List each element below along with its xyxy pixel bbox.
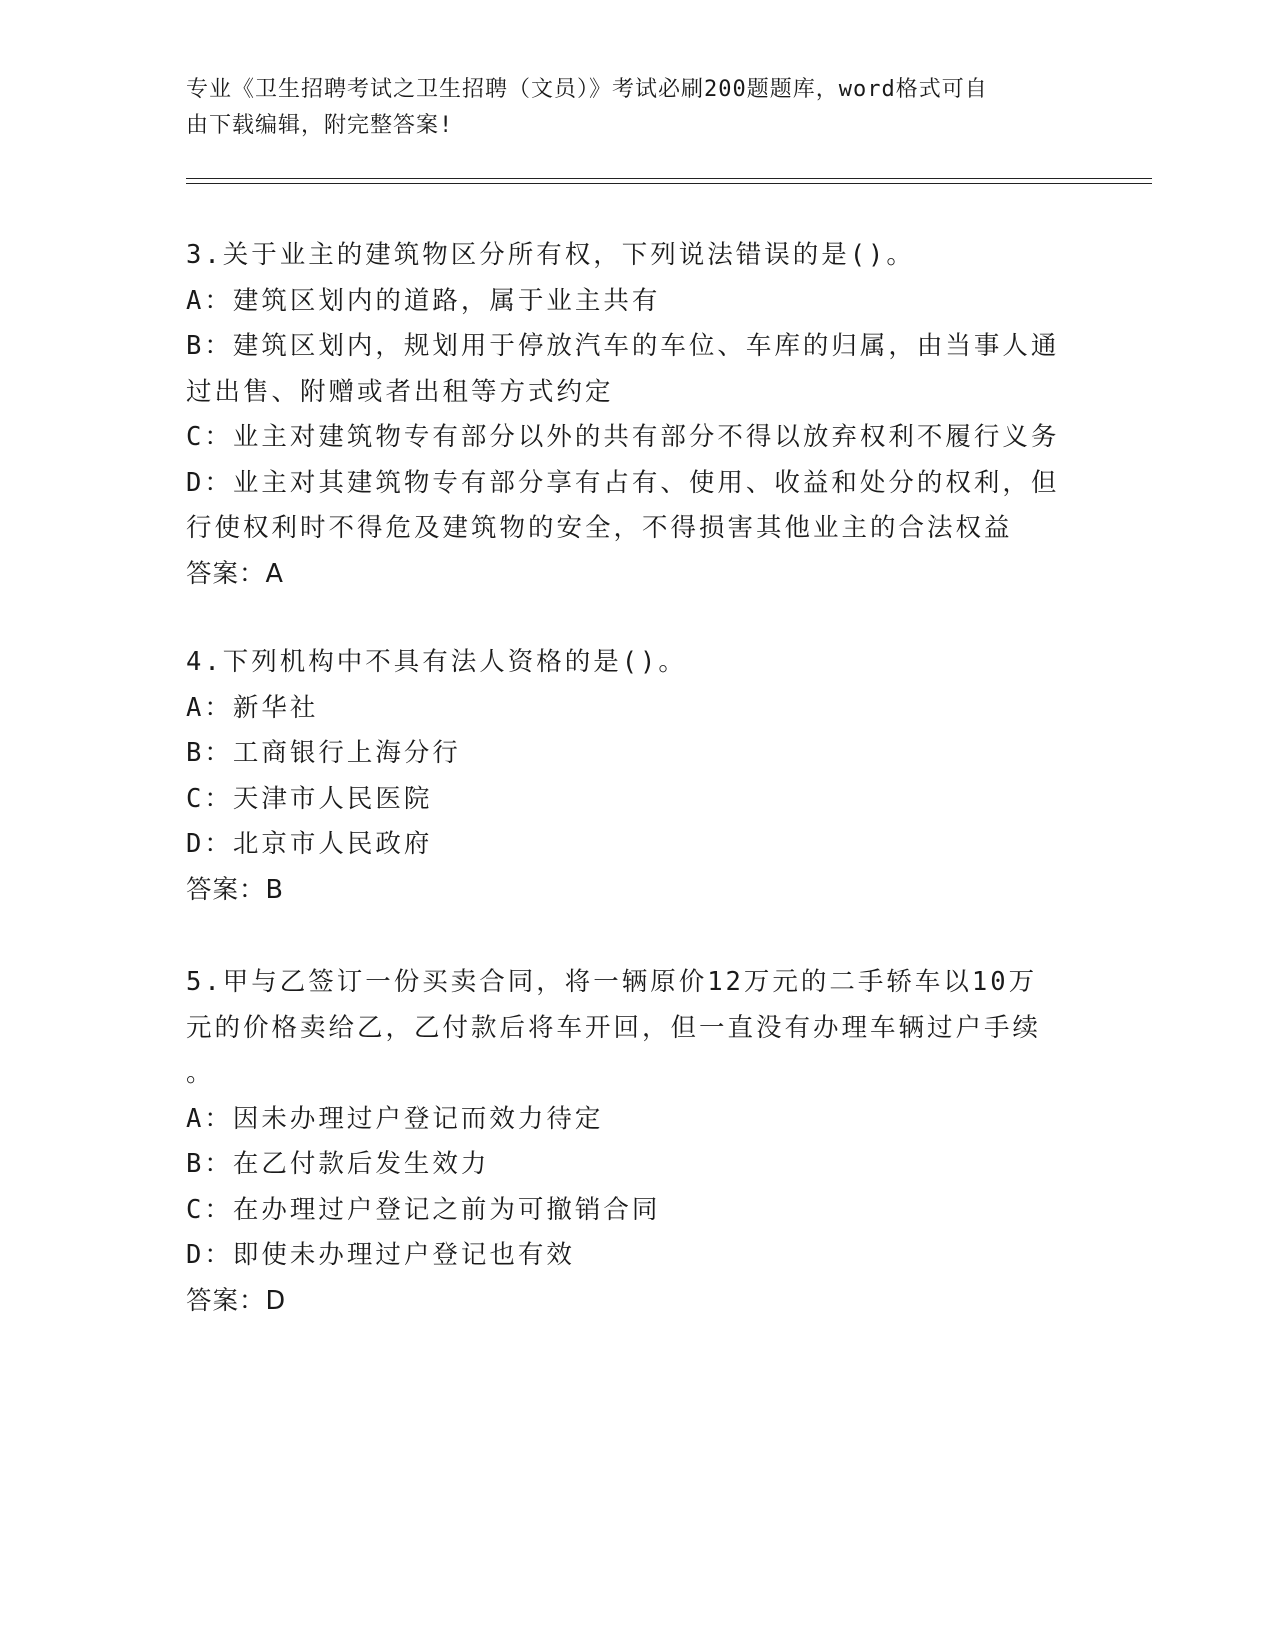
option-a: A：新华社: [186, 692, 319, 723]
document-header: [186, 72, 1066, 144]
option-b: B：在乙付款后发生效力: [186, 1149, 490, 1179]
question-4: [186, 640, 1086, 913]
option-a: A：因未办理过户登记而效力待定: [186, 1103, 604, 1134]
option-d-line-1: D：业主对其建筑物专有部分享有占有、使用、收益和处分的权利，但: [186, 467, 1060, 498]
answer-line: 答案：A: [186, 558, 284, 589]
question-stem-line-3: 。: [186, 1058, 215, 1088]
option-c: C：在办理过户登记之前为可撤销合同: [186, 1194, 661, 1225]
option-b-line-1: B：建筑区划内，规划用于停放汽车的车位、车库的归属，由当事人通: [186, 331, 1060, 361]
question-3: [186, 233, 1086, 597]
header-divider-bottom: [186, 183, 1152, 184]
question-5: [186, 960, 1086, 1324]
header-line-1: 专业《卫生招聘考试之卫生招聘（文员）》考试必刷200题题库，word格式可自: [186, 77, 988, 102]
header-line-2: 由下载编辑，附完整答案!: [186, 113, 454, 138]
option-b: B：工商银行上海分行: [186, 738, 461, 768]
question-stem: 4.下列机构中不具有法人资格的是()。: [186, 647, 687, 677]
option-c: C：业主对建筑物专有部分以外的共有部分不得以放弃权利不履行义务: [186, 422, 1060, 452]
answer-line: 答案：B: [186, 874, 284, 905]
question-stem-line-2: 元的价格卖给乙，乙付款后将车开回，但一直没有办理车辆过户手续: [186, 1012, 1042, 1043]
option-b-line-2: 过出售、附赠或者出租等方式约定: [186, 376, 614, 407]
header-divider-top: [186, 178, 1152, 179]
option-c: C：天津市人民医院: [186, 783, 433, 814]
question-stem: 3.关于业主的建筑物区分所有权，下列说法错误的是()。: [186, 240, 915, 270]
option-d: D：北京市人民政府: [186, 829, 433, 859]
option-d: D：即使未办理过户登记也有效: [186, 1240, 575, 1270]
question-stem-line-1: 5.甲与乙签订一份买卖合同，将一辆原价12万元的二手轿车以10万: [186, 967, 1038, 997]
option-d-line-2: 行使权利时不得危及建筑物的安全，不得损害其他业主的合法权益: [186, 513, 1013, 543]
option-a: A：建筑区划内的道路，属于业主共有: [186, 285, 661, 316]
answer-line: 答案：D: [186, 1285, 287, 1316]
